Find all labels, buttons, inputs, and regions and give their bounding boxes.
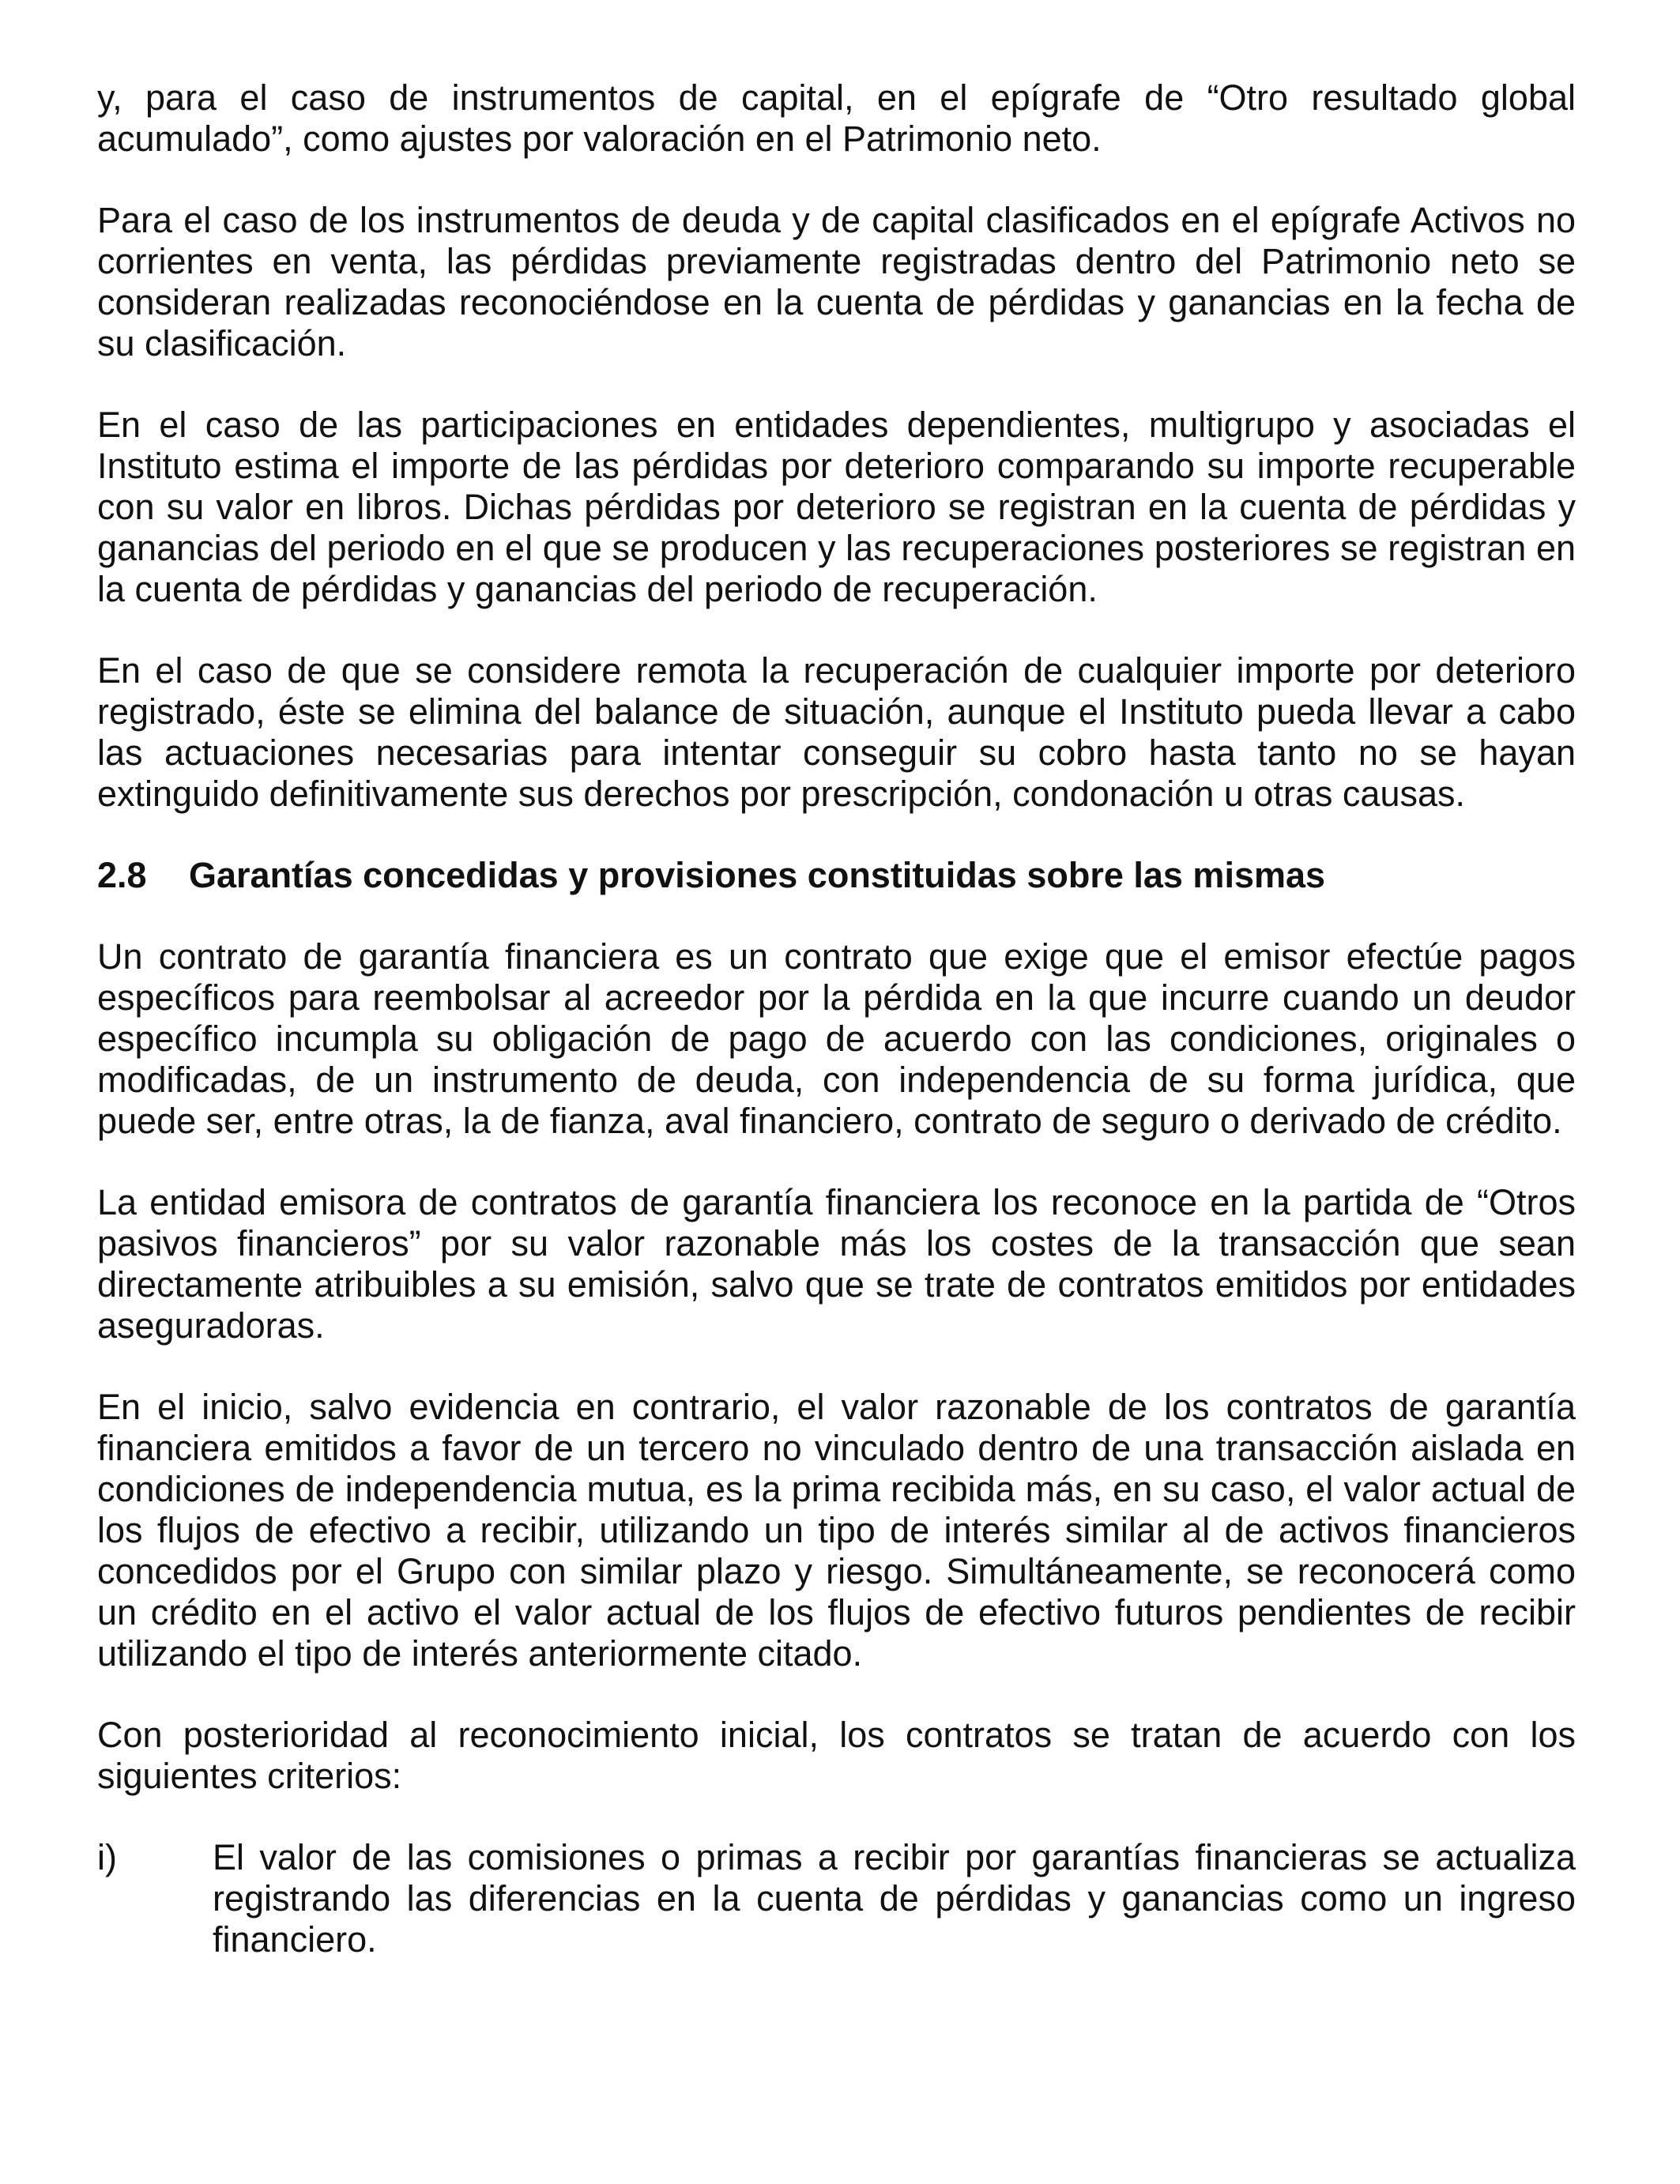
paragraph: La entidad emisora de contratos de garantía financiera los reconoce en la partida de “Otros pasivos financieros” por su valor razonable más los costes de la transacción que sean directamente atribuibles a su emisión, salvo que se trate de contratos emitidos por entidades aseguradoras. bbox=[97, 1182, 1576, 1346]
section-heading bbox=[97, 855, 1576, 896]
paragraph: y, para el caso de instrumentos de capital, en el epígrafe de “Otro resultado global acumulado”, como ajustes por valoración en el Patrimonio neto. bbox=[97, 77, 1576, 159]
paragraph: En el caso de las participaciones en entidades dependientes, multigrupo y asociadas el Instituto estima el importe de las pérdidas por deterioro comparando su importe recuperable con su valor en libros. Dichas pérdidas por deterioro se registran en la cuenta de pérdidas y ganancias del periodo en el que se producen y las recuperaciones posteriores se registran en la cuenta de pérdidas y ganancias del periodo de recuperación. bbox=[97, 405, 1576, 609]
section-number: 2.8 bbox=[97, 855, 147, 895]
paragraph: Un contrato de garantía financiera es un contrato que exige que el emisor efectúe pagos específicos para reembolsar al acreedor por la pérdida en la que incurre cuando un deudor específico incumpla su obligación de pago de acuerdo con las condiciones, originales o modificadas, de un instrumento de deuda, con independencia de su forma jurídica, que puede ser, entre otras, la de fianza, aval financiero, contrato de seguro o derivado de crédito. bbox=[97, 936, 1576, 1141]
section-title: Garantías concedidas y provisiones constituidas sobre las mismas bbox=[189, 855, 1326, 895]
paragraph: En el inicio, salvo evidencia en contrario, el valor razonable de los contratos de garantía financiera emitidos a favor de un tercero no vinculado dentro de una transacción aislada en condiciones de independencia mutua, es la prima recibida más, en su caso, el valor actual de los flujos de efectivo a recibir, utilizando un tipo de interés similar al de activos financieros concedidos por el Grupo con similar plazo y riesgo. Simultáneamente, se reconocerá como un crédito en el activo el valor actual de los flujos de efectivo futuros pendientes de recibir utilizando el tipo de interés anteriormente citado. bbox=[97, 1387, 1576, 1674]
list-item bbox=[97, 1837, 1576, 1960]
paragraph: Para el caso de los instrumentos de deuda y de capital clasificados en el epígrafe Activos no corrientes en venta, las pérdidas previamente registradas dentro del Patrimonio neto se consideran realizadas reconociéndose en la cuenta de pérdidas y ganancias en la fecha de su clasificación. bbox=[97, 200, 1576, 363]
list-marker: i) bbox=[97, 1837, 117, 1877]
document-page bbox=[97, 77, 1576, 2001]
paragraph: En el caso de que se considere remota la recuperación de cualquier importe por deterioro registrado, éste se elimina del balance de situación, aunque el Instituto pueda llevar a cabo las actuaciones necesarias para intentar conseguir su cobro hasta tanto no se hayan extinguido definitivamente sus derechos por prescripción, condonación u otras causas. bbox=[97, 650, 1576, 814]
paragraph: Con posterioridad al reconocimiento inicial, los contratos se tratan de acuerdo con los siguientes criterios: bbox=[97, 1715, 1576, 1796]
list-item-text: El valor de las comisiones o primas a recibir por garantías financieras se actualiza registrando las diferencias en la cuenta de pérdidas y ganancias como un ingreso financiero. bbox=[213, 1837, 1576, 1960]
